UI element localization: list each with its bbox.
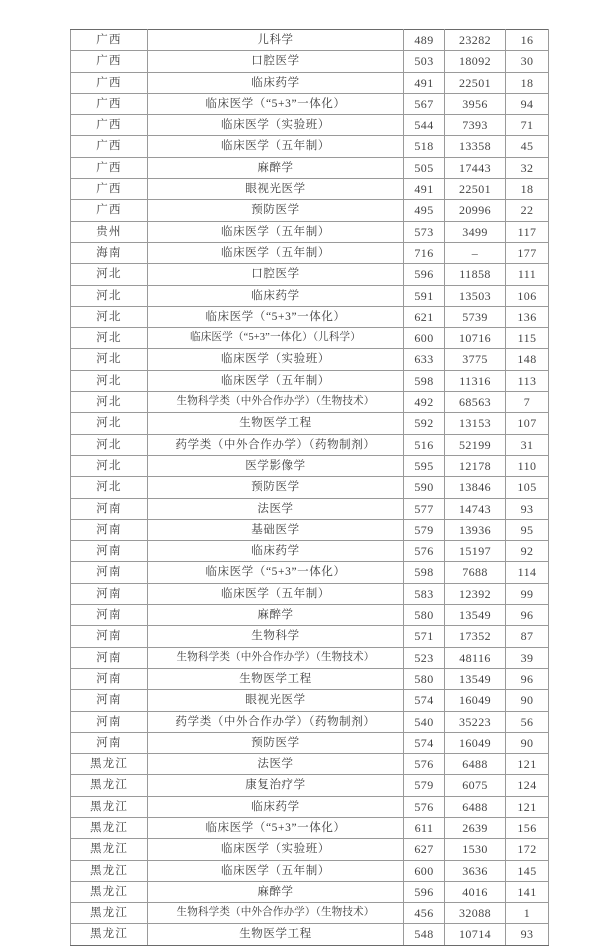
cell-major: 儿科学 — [148, 30, 404, 51]
cell-province: 黑龙江 — [71, 796, 148, 817]
cell-score: 567 — [404, 93, 445, 114]
cell-diff: 95 — [506, 519, 549, 540]
cell-province: 黑龙江 — [71, 860, 148, 881]
cell-score: 716 — [404, 242, 445, 263]
cell-score: 516 — [404, 434, 445, 455]
cell-score: 580 — [404, 605, 445, 626]
table-row — [71, 434, 549, 455]
cell-score: 492 — [404, 392, 445, 413]
table-row — [71, 477, 549, 498]
cell-diff: 56 — [506, 711, 549, 732]
cell-major: 眼视光医学 — [148, 179, 404, 200]
cell-major: 生物科学类（中外合作办学）（生物技术） — [148, 392, 404, 413]
cell-major: 生物医学工程 — [148, 413, 404, 434]
cell-rank: 4016 — [445, 881, 506, 902]
cell-major: 临床医学（五年制） — [148, 370, 404, 391]
cell-diff: 87 — [506, 626, 549, 647]
cell-province: 河南 — [71, 668, 148, 689]
table-row — [71, 605, 549, 626]
cell-score: 489 — [404, 30, 445, 51]
table-row — [71, 498, 549, 519]
cell-province: 广西 — [71, 200, 148, 221]
cell-diff: 113 — [506, 370, 549, 391]
cell-rank: 13936 — [445, 519, 506, 540]
cell-score: 621 — [404, 306, 445, 327]
cell-province: 河南 — [71, 541, 148, 562]
cell-major: 预防医学 — [148, 477, 404, 498]
cell-score: 627 — [404, 839, 445, 860]
cell-major: 麻醉学 — [148, 605, 404, 626]
cell-diff: 172 — [506, 839, 549, 860]
cell-major: 法医学 — [148, 754, 404, 775]
table-row — [71, 392, 549, 413]
cell-major: 基础医学 — [148, 519, 404, 540]
cell-rank: 3499 — [445, 221, 506, 242]
cell-score: 596 — [404, 881, 445, 902]
table-body — [71, 30, 549, 946]
cell-rank: 35223 — [445, 711, 506, 732]
cell-province: 河南 — [71, 562, 148, 583]
cell-score: 577 — [404, 498, 445, 519]
cell-province: 河北 — [71, 306, 148, 327]
cell-major: 临床药学 — [148, 541, 404, 562]
cell-rank: 12392 — [445, 583, 506, 604]
cell-diff: 114 — [506, 562, 549, 583]
cell-diff: 148 — [506, 349, 549, 370]
cell-diff: 136 — [506, 306, 549, 327]
table-row — [71, 200, 549, 221]
cell-rank: 12178 — [445, 455, 506, 476]
cell-diff: 96 — [506, 605, 549, 626]
cell-major: 康复治疗学 — [148, 775, 404, 796]
cell-major: 预防医学 — [148, 200, 404, 221]
table-row — [71, 626, 549, 647]
cell-province: 海南 — [71, 242, 148, 263]
table-row — [71, 541, 549, 562]
cell-rank: 3636 — [445, 860, 506, 881]
cell-diff: 156 — [506, 817, 549, 838]
table-row — [71, 306, 549, 327]
cell-province: 广西 — [71, 157, 148, 178]
cell-diff: 121 — [506, 754, 549, 775]
cell-province: 广西 — [71, 30, 148, 51]
cell-major: 临床医学（实验班） — [148, 839, 404, 860]
table-row — [71, 72, 549, 93]
cell-rank: 14743 — [445, 498, 506, 519]
cell-province: 广西 — [71, 93, 148, 114]
cell-diff: 106 — [506, 285, 549, 306]
cell-province: 河南 — [71, 583, 148, 604]
cell-province: 河北 — [71, 349, 148, 370]
cell-major: 麻醉学 — [148, 881, 404, 902]
cell-major: 临床医学（“5+3”一体化） — [148, 93, 404, 114]
cell-diff: 177 — [506, 242, 549, 263]
cell-score: 590 — [404, 477, 445, 498]
cell-diff: 96 — [506, 668, 549, 689]
cell-diff: 110 — [506, 455, 549, 476]
cell-diff: 1 — [506, 903, 549, 924]
cell-rank: 16049 — [445, 690, 506, 711]
cell-rank: 11858 — [445, 264, 506, 285]
cell-rank: 13549 — [445, 605, 506, 626]
cell-rank: 20996 — [445, 200, 506, 221]
cell-rank: 5739 — [445, 306, 506, 327]
cell-province: 广西 — [71, 179, 148, 200]
cell-province: 河北 — [71, 434, 148, 455]
table-row — [71, 562, 549, 583]
cell-major: 临床医学（五年制） — [148, 221, 404, 242]
table-row — [71, 349, 549, 370]
cell-rank: 32088 — [445, 903, 506, 924]
cell-major: 临床医学（实验班） — [148, 349, 404, 370]
table-row — [71, 647, 549, 668]
cell-major: 生物科学类（中外合作办学）（生物技术） — [148, 903, 404, 924]
cell-diff: 32 — [506, 157, 549, 178]
cell-diff: 94 — [506, 93, 549, 114]
table-row — [71, 179, 549, 200]
cell-province: 河南 — [71, 498, 148, 519]
cell-major: 临床药学 — [148, 72, 404, 93]
cell-province: 黑龙江 — [71, 881, 148, 902]
cell-province: 贵州 — [71, 221, 148, 242]
cell-score: 633 — [404, 349, 445, 370]
cell-province: 黑龙江 — [71, 903, 148, 924]
cell-major: 临床医学（实验班） — [148, 115, 404, 136]
cell-diff: 121 — [506, 796, 549, 817]
cell-province: 河北 — [71, 392, 148, 413]
cell-diff: 7 — [506, 392, 549, 413]
cell-diff: 30 — [506, 51, 549, 72]
cell-score: 591 — [404, 285, 445, 306]
cell-diff: 16 — [506, 30, 549, 51]
cell-diff: 105 — [506, 477, 549, 498]
cell-score: 518 — [404, 136, 445, 157]
table-row — [71, 285, 549, 306]
cell-score: 598 — [404, 562, 445, 583]
cell-score: 548 — [404, 924, 445, 945]
cell-province: 河北 — [71, 455, 148, 476]
cell-rank: 10714 — [445, 924, 506, 945]
cell-province: 河南 — [71, 711, 148, 732]
table-row — [71, 264, 549, 285]
table-row — [71, 583, 549, 604]
table-row — [71, 690, 549, 711]
cell-score: 576 — [404, 754, 445, 775]
table-row — [71, 881, 549, 902]
cell-major: 麻醉学 — [148, 157, 404, 178]
score-table-container — [70, 29, 548, 946]
cell-diff: 99 — [506, 583, 549, 604]
table-row — [71, 328, 549, 349]
cell-diff: 45 — [506, 136, 549, 157]
cell-rank: 48116 — [445, 647, 506, 668]
cell-rank: 13153 — [445, 413, 506, 434]
cell-province: 广西 — [71, 72, 148, 93]
table-row — [71, 754, 549, 775]
cell-score: 579 — [404, 519, 445, 540]
cell-rank: 13358 — [445, 136, 506, 157]
table-row — [71, 221, 549, 242]
cell-province: 河北 — [71, 285, 148, 306]
cell-major: 临床医学（五年制） — [148, 242, 404, 263]
cell-rank: 13503 — [445, 285, 506, 306]
cell-score: 574 — [404, 732, 445, 753]
cell-province: 河南 — [71, 519, 148, 540]
cell-diff: 93 — [506, 924, 549, 945]
cell-score: 540 — [404, 711, 445, 732]
cell-major: 口腔医学 — [148, 51, 404, 72]
cell-province: 河南 — [71, 647, 148, 668]
table-row — [71, 519, 549, 540]
cell-province: 河南 — [71, 626, 148, 647]
cell-province: 黑龙江 — [71, 817, 148, 838]
cell-province: 河北 — [71, 370, 148, 391]
cell-rank: 7393 — [445, 115, 506, 136]
cell-major: 生物医学工程 — [148, 668, 404, 689]
cell-major: 临床医学（五年制） — [148, 583, 404, 604]
cell-province: 广西 — [71, 136, 148, 157]
table-row — [71, 455, 549, 476]
cell-diff: 90 — [506, 732, 549, 753]
cell-major: 临床医学（“5+3”一体化） — [148, 306, 404, 327]
cell-rank: 13846 — [445, 477, 506, 498]
cell-rank: 22501 — [445, 179, 506, 200]
cell-province: 黑龙江 — [71, 754, 148, 775]
cell-major: 生物科学类（中外合作办学）（生物技术） — [148, 647, 404, 668]
table-row — [71, 924, 549, 945]
cell-diff: 141 — [506, 881, 549, 902]
cell-province: 广西 — [71, 115, 148, 136]
cell-diff: 90 — [506, 690, 549, 711]
cell-rank: 16049 — [445, 732, 506, 753]
cell-major: 生物科学 — [148, 626, 404, 647]
cell-rank: 3956 — [445, 93, 506, 114]
cell-score: 579 — [404, 775, 445, 796]
cell-score: 574 — [404, 690, 445, 711]
cell-province: 黑龙江 — [71, 839, 148, 860]
table-row — [71, 370, 549, 391]
cell-major: 临床医学（“5+3”一体化） — [148, 817, 404, 838]
cell-rank: 1530 — [445, 839, 506, 860]
cell-diff: 93 — [506, 498, 549, 519]
cell-major: 预防医学 — [148, 732, 404, 753]
cell-rank: 11316 — [445, 370, 506, 391]
table-row — [71, 817, 549, 838]
cell-province: 黑龙江 — [71, 775, 148, 796]
cell-score: 600 — [404, 328, 445, 349]
cell-score: 576 — [404, 541, 445, 562]
cell-diff: 124 — [506, 775, 549, 796]
cell-rank: 52199 — [445, 434, 506, 455]
cell-diff: 71 — [506, 115, 549, 136]
cell-score: 576 — [404, 796, 445, 817]
cell-rank: 15197 — [445, 541, 506, 562]
cell-rank: 6488 — [445, 796, 506, 817]
cell-province: 河南 — [71, 732, 148, 753]
cell-diff: 18 — [506, 72, 549, 93]
cell-rank: 68563 — [445, 392, 506, 413]
cell-rank: 17352 — [445, 626, 506, 647]
table-row — [71, 711, 549, 732]
cell-diff: 111 — [506, 264, 549, 285]
table-row — [71, 668, 549, 689]
cell-province: 黑龙江 — [71, 924, 148, 945]
cell-score: 491 — [404, 72, 445, 93]
cell-major: 临床医学（“5+3”一体化）（儿科学） — [148, 328, 404, 349]
cell-rank: 2639 — [445, 817, 506, 838]
cell-score: 505 — [404, 157, 445, 178]
cell-diff: 18 — [506, 179, 549, 200]
table-row — [71, 775, 549, 796]
cell-rank: 23282 — [445, 30, 506, 51]
table-row — [71, 136, 549, 157]
cell-diff: 115 — [506, 328, 549, 349]
cell-major: 药学类（中外合作办学）（药物制剂） — [148, 711, 404, 732]
cell-major: 临床医学（五年制） — [148, 136, 404, 157]
table-row — [71, 157, 549, 178]
cell-score: 491 — [404, 179, 445, 200]
cell-score: 580 — [404, 668, 445, 689]
cell-major: 临床药学 — [148, 796, 404, 817]
cell-rank: – — [445, 242, 506, 263]
table-row — [71, 839, 549, 860]
table-row — [71, 903, 549, 924]
cell-rank: 6488 — [445, 754, 506, 775]
table-row — [71, 732, 549, 753]
table-row — [71, 93, 549, 114]
cell-rank: 22501 — [445, 72, 506, 93]
cell-score: 583 — [404, 583, 445, 604]
cell-score: 600 — [404, 860, 445, 881]
cell-rank: 3775 — [445, 349, 506, 370]
cell-province: 河北 — [71, 328, 148, 349]
cell-score: 571 — [404, 626, 445, 647]
cell-rank: 17443 — [445, 157, 506, 178]
cell-major: 眼视光医学 — [148, 690, 404, 711]
cell-major: 医学影像学 — [148, 455, 404, 476]
cell-score: 596 — [404, 264, 445, 285]
table-row — [71, 51, 549, 72]
cell-score: 544 — [404, 115, 445, 136]
cell-province: 河北 — [71, 477, 148, 498]
table-row — [71, 413, 549, 434]
cell-major: 临床药学 — [148, 285, 404, 306]
cell-score: 598 — [404, 370, 445, 391]
cell-diff: 22 — [506, 200, 549, 221]
cell-major: 法医学 — [148, 498, 404, 519]
cell-score: 503 — [404, 51, 445, 72]
cell-major: 口腔医学 — [148, 264, 404, 285]
cell-rank: 7688 — [445, 562, 506, 583]
cell-rank: 13549 — [445, 668, 506, 689]
cell-diff: 145 — [506, 860, 549, 881]
cell-province: 河北 — [71, 413, 148, 434]
cell-score: 573 — [404, 221, 445, 242]
cell-diff: 31 — [506, 434, 549, 455]
cell-diff: 92 — [506, 541, 549, 562]
table-row — [71, 796, 549, 817]
cell-rank: 18092 — [445, 51, 506, 72]
cell-province: 河南 — [71, 605, 148, 626]
cell-province: 河南 — [71, 690, 148, 711]
admission-score-table — [70, 29, 549, 946]
cell-score: 495 — [404, 200, 445, 221]
cell-rank: 6075 — [445, 775, 506, 796]
cell-province: 广西 — [71, 51, 148, 72]
cell-rank: 10716 — [445, 328, 506, 349]
table-row — [71, 115, 549, 136]
cell-score: 592 — [404, 413, 445, 434]
cell-score: 611 — [404, 817, 445, 838]
cell-score: 456 — [404, 903, 445, 924]
cell-major: 药学类（中外合作办学）（药物制剂） — [148, 434, 404, 455]
cell-score: 595 — [404, 455, 445, 476]
cell-major: 临床医学（“5+3”一体化） — [148, 562, 404, 583]
cell-province: 河北 — [71, 264, 148, 285]
cell-diff: 39 — [506, 647, 549, 668]
cell-score: 523 — [404, 647, 445, 668]
cell-major: 生物医学工程 — [148, 924, 404, 945]
table-row — [71, 30, 549, 51]
cell-major: 临床医学（五年制） — [148, 860, 404, 881]
table-row — [71, 860, 549, 881]
table-row — [71, 242, 549, 263]
cell-diff: 107 — [506, 413, 549, 434]
cell-diff: 117 — [506, 221, 549, 242]
